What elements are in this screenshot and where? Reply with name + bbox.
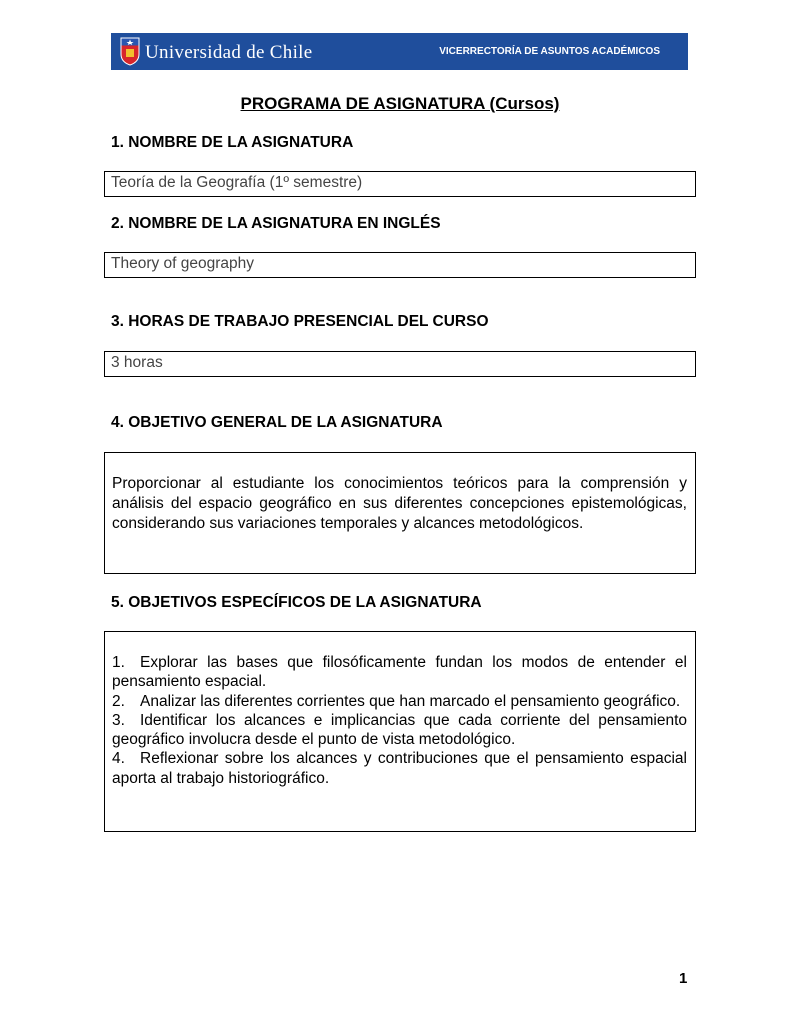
course-name-value: Teoría de la Geografía (1º semestre) <box>111 174 363 191</box>
objective-text: Identificar los alcances e implicancias que cada corriente del pensamiento geográfico involucra desde el punto de vista metodológico. <box>112 711 687 749</box>
section-1-heading: 1. NOMBRE DE LA ASIGNATURA <box>111 134 354 151</box>
specific-objectives-box <box>104 631 696 832</box>
section-3-heading: 3. HORAS DE TRABAJO PRESENCIAL DEL CURSO <box>111 313 489 330</box>
objective-number: 4. <box>112 750 125 768</box>
vicerrectoria-label: VICERRECTORÍA DE ASUNTOS ACADÉMICOS <box>439 46 660 57</box>
objective-item <box>112 653 687 692</box>
page-title: PROGRAMA DE ASIGNATURA (Cursos) <box>240 94 560 113</box>
header-banner <box>111 33 688 70</box>
hours-value: 3 horas <box>111 354 163 371</box>
university-crest-icon <box>120 37 140 66</box>
objective-number: 2. <box>112 692 125 710</box>
objective-number: 3. <box>112 711 125 729</box>
page-number: 1 <box>679 970 688 987</box>
general-objective-box <box>104 452 696 574</box>
objective-item <box>112 692 687 711</box>
objective-text: Explorar las bases que filosóficamente fundan los modos de entender el pensamiento espacial. <box>112 654 687 691</box>
general-objective-text: Proporcionar al estudiante los conocimientos teóricos para la comprensión y análisis del espacio geográfico en sus diferentes concepciones epistemológicas, considerando sus variaciones temporales y alcances metodológicos. <box>112 475 687 532</box>
course-name-english-value: Theory of geography <box>111 255 255 272</box>
section-2-heading: 2. NOMBRE DE LA ASIGNATURA EN INGLÉS <box>111 215 441 232</box>
section-5-heading: 5. OBJETIVOS ESPECÍFICOS DE LA ASIGNATURA <box>111 594 482 611</box>
course-name-english-box <box>104 252 696 278</box>
objectives-list <box>105 632 695 788</box>
objective-item <box>112 711 687 750</box>
objective-item <box>112 749 687 788</box>
objective-text: Analizar las diferentes corrientes que han marcado el pensamiento geográfico. <box>140 692 681 710</box>
objective-number: 1. <box>112 654 125 671</box>
hours-box <box>104 351 696 377</box>
section-4-heading: 4. OBJETIVO GENERAL DE LA ASIGNATURA <box>111 414 443 431</box>
university-name: Universidad de Chile <box>145 42 313 63</box>
objective-text: Reflexionar sobre los alcances y contribuciones que el pensamiento espacial aporta al trabajo historiográfico. <box>112 750 687 787</box>
course-name-box <box>104 171 696 197</box>
